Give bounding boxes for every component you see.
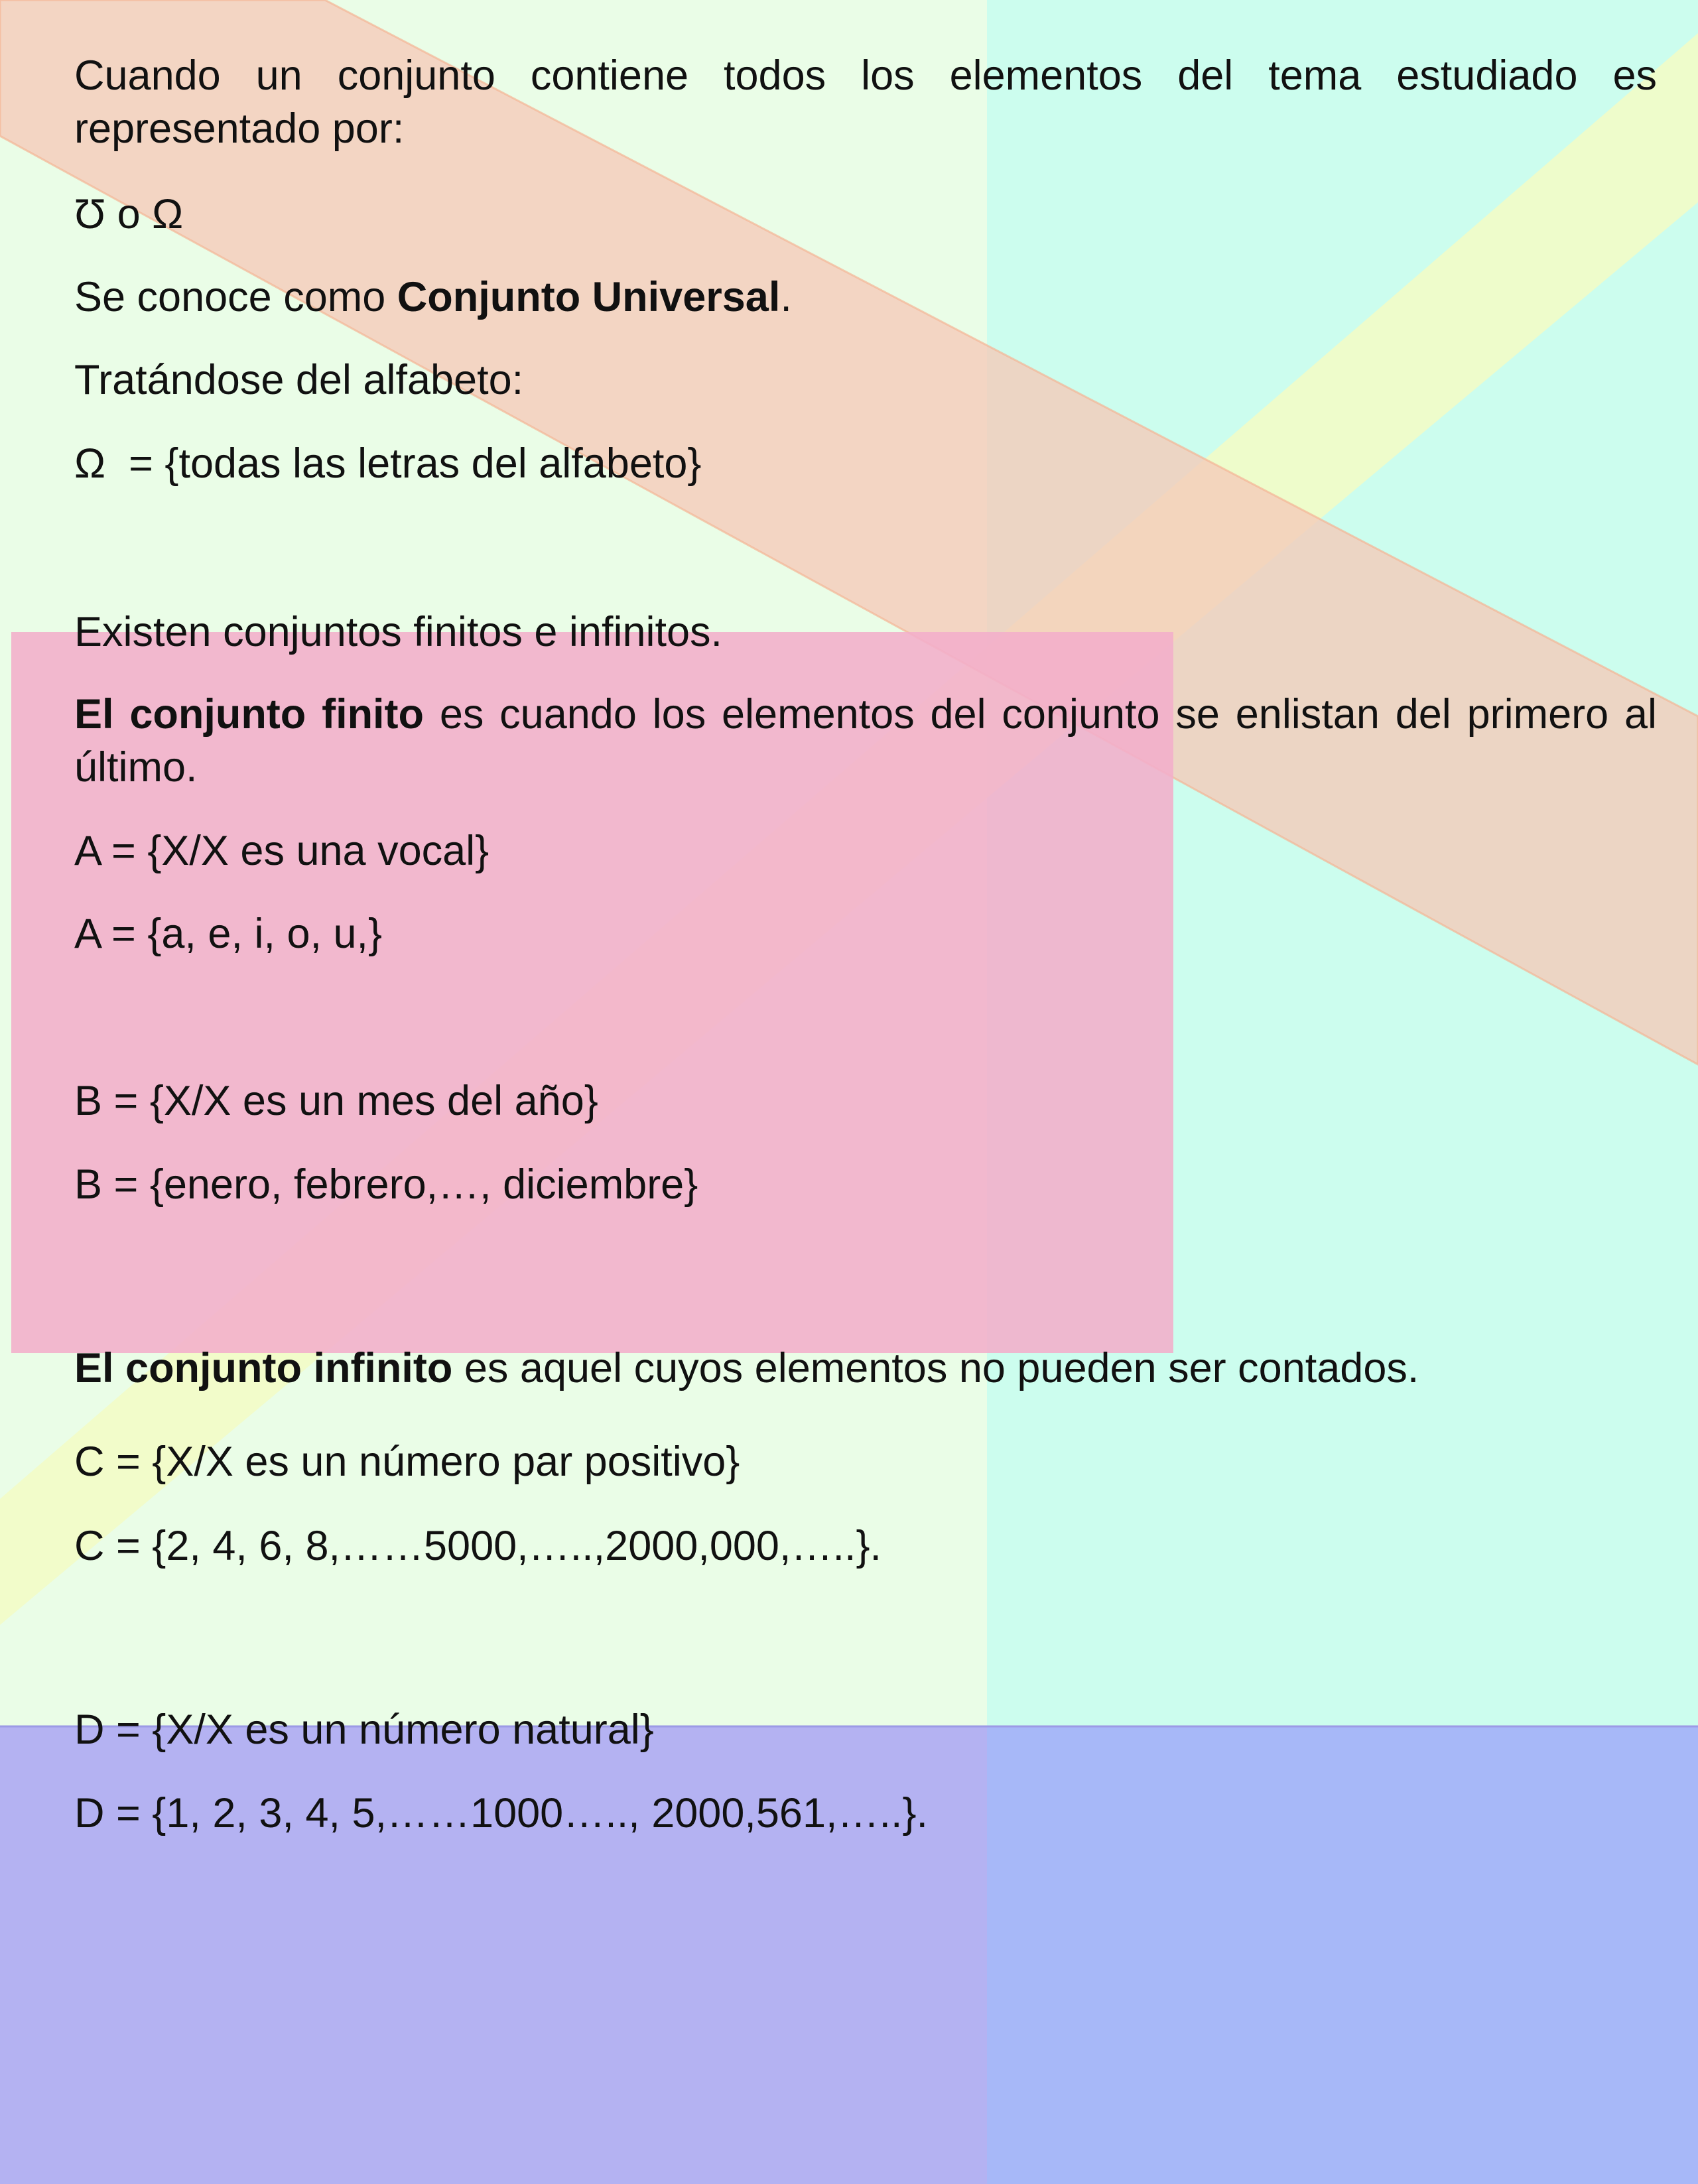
text-suffix: . — [780, 274, 792, 320]
paragraph-finite-set — [74, 688, 1657, 794]
set-text: A = {X/X es una vocal} — [74, 828, 490, 874]
set-c-rule — [74, 1435, 1657, 1488]
set-text: B = {X/X es un mes del año} — [74, 1078, 598, 1124]
set-text: C = {X/X es un número par positivo} — [74, 1439, 740, 1485]
set-b-elements — [74, 1158, 1657, 1211]
paragraph-universal-set-intro — [74, 49, 1657, 155]
paragraph-text: Cuando un conjunto contiene todos los elementos del tema estudiado es representado por: — [74, 52, 1657, 152]
set-b-rule — [74, 1074, 1657, 1127]
term-conjunto-finito: El conjunto finito — [74, 691, 424, 738]
set-d-elements — [74, 1787, 1657, 1840]
set-definition-text: Ω = {todas las letras del alfabeto} — [74, 440, 702, 487]
set-text: C = {2, 4, 6, 8,……5000,…..,2000,000,…..}. — [74, 1523, 882, 1569]
universal-set-symbols — [74, 188, 1657, 241]
set-c-elements — [74, 1519, 1657, 1573]
paragraph-text: Tratándose del alfabeto: — [74, 357, 524, 403]
paragraph-universal-set-name — [74, 271, 1657, 324]
set-a-elements — [74, 907, 1657, 960]
alphabet-set-definition — [74, 437, 1657, 490]
set-d-rule — [74, 1703, 1657, 1756]
set-text: D = {X/X es un número natural} — [74, 1706, 654, 1753]
paragraph-text: Existen conjuntos finitos e infinitos. — [74, 609, 723, 655]
set-text: A = {a, e, i, o, u,} — [74, 911, 383, 957]
paragraph-finite-infinite — [74, 606, 1657, 659]
symbols-text: Ʊ o Ω — [74, 191, 184, 237]
set-a-rule — [74, 824, 1657, 877]
set-text: B = {enero, febrero,…, diciembre} — [74, 1161, 698, 1208]
term-conjunto-infinito: El conjunto infinito — [74, 1345, 453, 1391]
text-prefix: Se conoce como — [74, 274, 397, 320]
set-text: D = {1, 2, 3, 4, 5,……1000….., 2000,561,…..}. — [74, 1790, 929, 1836]
term-conjunto-universal: Conjunto Universal — [397, 274, 781, 320]
paragraph-infinite-set — [74, 1342, 1657, 1395]
paragraph-text: es aquel cuyos elementos no pueden ser contados. — [452, 1345, 1419, 1391]
paragraph-text: es cuando los elementos del conjunto se enlistan del primero al último. — [74, 691, 1657, 791]
paragraph-alphabet — [74, 353, 1657, 407]
